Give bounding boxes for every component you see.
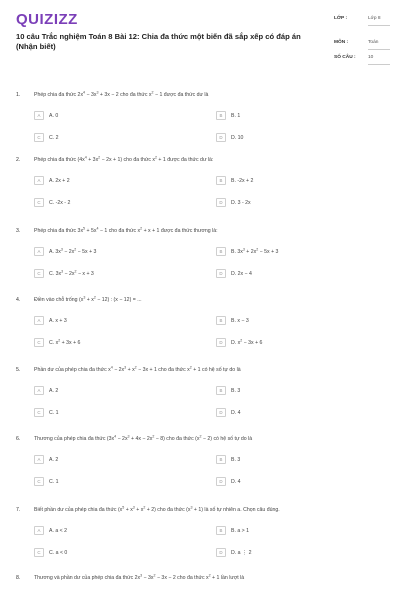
question-number: 8. [16,575,21,581]
option-text: C. $x^2 + 3x + 6$ [49,337,81,346]
answer-option-a[interactable] [34,386,189,395]
option-letter-box: A [34,316,44,325]
option-letter-box: A [34,176,44,185]
question-text: Biết phần dư của phép chia đa thức $(x^5 + x^3 + x^2 + 2)$ cho đa thức $(x^3 + 1)$ là số tự nhiên a. Chọn câu đúng. [34,505,280,513]
option-letter-box: A [34,386,44,395]
answer-option-d[interactable] [216,408,371,417]
question-number: 5. [16,367,21,373]
option-letter-box: B [216,455,226,464]
meta-subject-label: MÔN : [334,40,349,45]
answer-option-c[interactable] [34,548,189,557]
answer-option-d[interactable] [216,338,371,347]
option-text: C. -2x - 2 [49,199,71,206]
worksheet-title: 10 câu Trắc nghiệm Toán 8 Bài 12: Chia đa thức một biến đã sắp xếp có đáp án (Nhận biết) [16,32,301,51]
option-text: B. -2x + 2 [231,177,254,184]
option-letter-box: B [216,111,226,120]
answer-option-d[interactable] [216,198,371,207]
option-text: C. a < 0 [49,549,68,556]
answer-option-d[interactable] [216,133,371,142]
option-text: B. $3x^3 + 2x^2 - 5x + 3$ [231,246,279,255]
answer-option-c[interactable] [34,198,189,207]
option-letter-box: D [216,408,226,417]
option-text: C. 2 [49,134,59,141]
answer-option-d[interactable] [216,548,371,557]
question-text: Phần dư của phép chia đa thức $x^4 - 2x^3 + x^2 - 3x + 1$ cho đa thức $x^2 + 1$ có hệ số tự do là [34,365,241,373]
option-text: A. x + 3 [49,317,67,324]
meta-class-label: LỚP : [334,16,348,21]
option-text: C. $3x^3 - 2x^2 - x + 3$ [49,268,94,277]
option-letter-box: A [34,247,44,256]
option-text: A. 2 [49,456,59,463]
answer-option-a[interactable] [34,455,189,464]
question-number: 4. [16,297,21,303]
answer-option-c[interactable] [34,408,189,417]
meta-subject [334,38,390,53]
option-letter-box: C [34,408,44,417]
option-text: B. a > 1 [231,527,250,534]
option-text: B. x − 3 [231,317,249,324]
option-text: D. 10 [231,134,244,141]
meta-count-label: SỐ CÂU : [334,55,356,60]
option-text: A. $3x^3 - 2x^2 - 5x + 3$ [49,246,97,255]
answer-option-b[interactable] [216,526,371,535]
answer-option-b[interactable] [216,386,371,395]
question-text: Phép chia đa thức $(4x^4 + 3x^2 - 2x + 1)$ cho đa thức $x^2 + 1$ được đa thức dư là: [34,155,214,163]
option-text: D. 4 [231,409,241,416]
option-text: A. 2x + 2 [49,177,70,184]
option-text: A. 0 [49,112,59,119]
option-letter-box: D [216,477,226,486]
option-text: D. 2x − 4 [231,270,252,277]
question-number: 3. [16,228,21,234]
option-text: A. 2 [49,387,59,394]
question-text: Điền vào chỗ trống $(x^3 + x^2 - 12)$ : (x − 12) = ... [34,295,142,303]
meta-class-value: Lớp 8 [368,14,390,26]
meta-class [334,14,390,38]
answer-option-a[interactable] [34,176,189,185]
option-letter-box: C [34,133,44,142]
option-text: B. 3 [231,387,241,394]
option-letter-box: A [34,111,44,120]
option-text: C. 1 [49,478,59,485]
option-text: D. 4 [231,478,241,485]
question-text: Phép chia đa thức $3x^5 + 5x^4 - 1$ cho đa thức $x^2 + x + 1$ được đa thức thương là: [34,226,218,234]
answer-option-a[interactable] [34,111,189,120]
option-letter-box: C [34,338,44,347]
question-text: Thương và phần dư của phép chia đa thức $2x^3 - 3x^2 - 3x - 2$ cho đa thức $x^2 + 1$ lần lượt là [34,573,245,581]
answer-option-c[interactable] [34,269,189,278]
question-text: Thương của phép chia đa thức $(3x^4 - 2x^3 + 4x - 2x^2 - 8)$ cho đa thức $(x^2 - 2)$ có hệ số tự do là [34,434,253,442]
option-letter-box: D [216,269,226,278]
option-letter-box: C [34,548,44,557]
question-number: 7. [16,507,21,513]
answer-option-b[interactable] [216,111,371,120]
option-text: D. $x^2 - 3x + 6$ [231,337,263,346]
option-letter-box: B [216,247,226,256]
option-text: C. 1 [49,409,59,416]
option-text: D. a ⋮ 2 [231,549,252,556]
question-number: 6. [16,436,21,442]
worksheet-header [0,0,400,80]
answer-option-b[interactable] [216,316,371,325]
option-letter-box: B [216,176,226,185]
answer-option-c[interactable] [34,133,189,142]
answer-option-a[interactable] [34,526,189,535]
option-letter-box: A [34,526,44,535]
meta-subject-value: Toán [368,38,390,50]
answer-option-b[interactable] [216,176,371,185]
answer-option-d[interactable] [216,269,371,278]
option-letter-box: D [216,198,226,207]
option-text: B. 3 [231,456,241,463]
meta-count [334,53,390,67]
option-text: A. a < 2 [49,527,68,534]
option-letter-box: D [216,548,226,557]
option-text: B. 1 [231,112,241,119]
answer-option-b[interactable] [216,247,371,256]
option-letter-box: C [34,269,44,278]
option-letter-box: D [216,133,226,142]
question-number: 1. [16,92,21,98]
question-text: Phép chia đa thức $2x^4 - 3x^3 + 3x - 2$ cho đa thức $x^2 - 1$ được đa thức dư là [34,90,209,98]
option-letter-box: D [216,338,226,347]
answer-option-c[interactable] [34,477,189,486]
answer-option-c[interactable] [34,338,189,347]
option-letter-box: C [34,198,44,207]
question-number: 2. [16,157,21,163]
worksheet-meta [334,14,390,67]
option-letter-box: B [216,526,226,535]
option-text: D. 3 - 2x [231,199,251,206]
answer-option-b[interactable] [216,455,371,464]
answer-option-a[interactable] [34,247,189,256]
quizizz-logo: QUIZIZZ [16,11,78,28]
answer-option-d[interactable] [216,477,371,486]
answer-option-a[interactable] [34,316,189,325]
option-letter-box: B [216,316,226,325]
meta-count-value: 10 [368,53,390,65]
option-letter-box: C [34,477,44,486]
option-letter-box: A [34,455,44,464]
option-letter-box: B [216,386,226,395]
